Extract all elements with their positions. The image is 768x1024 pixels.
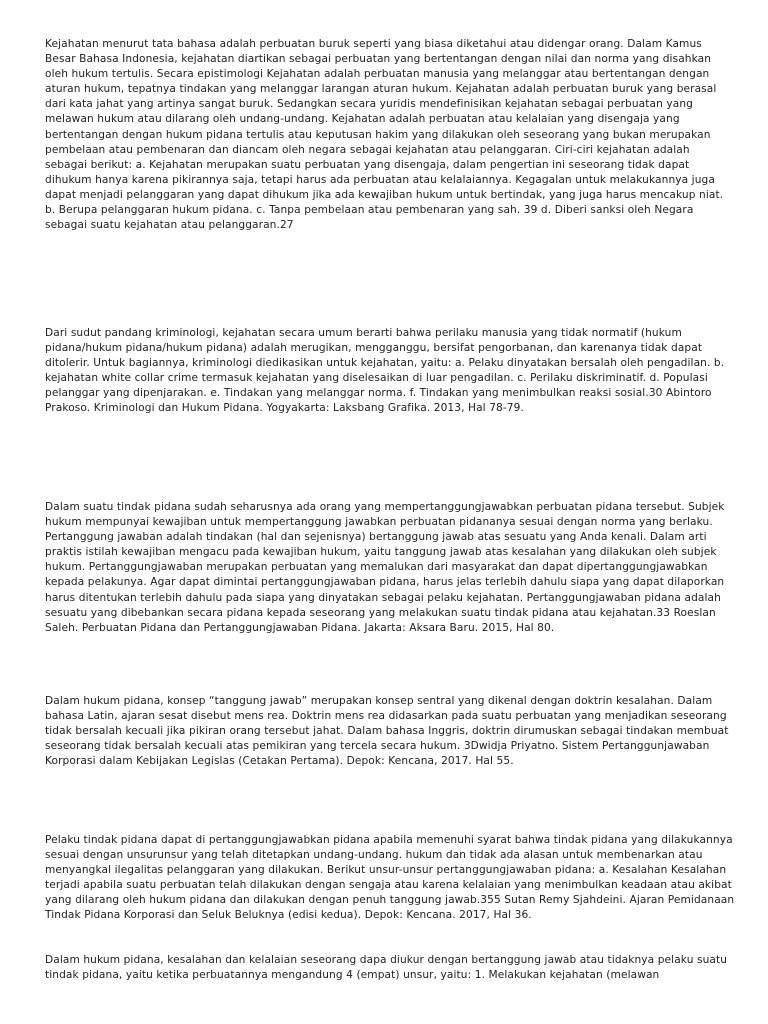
paragraph-mens-rea: Dalam hukum pidana, konsep “tanggung jawab” merupakan konsep sentral yang dikenal dengan doktrin kesalahan. Dalam bahasa Latin, ajaran sesat disebut mens rea. Doktrin mens rea didasarkan pada suatu perbuatan yang menjadikan seseorang tidak bersalah kecuali jika pikiran orang tersebut jahat. Dalam bahasa Inggris, doktrin dirumuskan sebagai tindakan membuat seseorang tidak bersalah kecuali atas pemikiran yang tercela secara hukum. 3Dwidja Priyatno. Sistem Pertanggunjawaban Korporasi dalam Kebijakan Legislas (Cetakan Pertama). Depok: Kencana, 2017. Hal 55. [45, 695, 729, 768]
paragraph-liability-elements: Pelaku tindak pidana dapat di pertanggungjawabkan pidana apabila memenuhi syarat bahwa tindak pidana yang dilakukannya sesuai dengan unsurunsur yang telah ditetapkan undang-undang. hukum dan tidak ada alasan untuk membenarkan atau menyangkal ilegalitas pelanggaran yang dilakukan. Berikut unsur-unsur pertanggungjawaban pidana: a. Kesalahan Kesalahan terjadi apabila suatu perbuatan telah dilakukan dengan sengaja atau karena kelalaian yang menimbulkan keadaan atau akibat yang dilarang oleh hukum pidana dan dilakukan dengan penuh tanggung jawab.355 Sutan Remy Sjahdeini. Ajaran Pemidanaan Tindak Pidana Korporasi dan Seluk Beluknya (edisi kedua). Depok: Kencana. 2017, Hal 36. [45, 834, 735, 922]
paragraph-criminal-liability: Dalam suatu tindak pidana sudah seharusnya ada orang yang mempertanggungjawabkan perbuatan pidana tersebut. Subjek hukum mempunyai kewajiban untuk mempertanggung jawabkan perbuatan pidananya sesuai dengan norma yang berlaku. Pertanggung jawaban adalah tindakan (hal dan sejenisnya) bertanggung jawab atas sesuatu yang Anda kenali. Dalam arti praktis istilah kewajiban mengacu pada kewajiban hukum, yaitu tanggung jawab atas kesalahan yang dilakukan oleh subjek hukum. Pertanggungjawaban merupakan perbuatan yang memalukan dari masyarakat dan dapat dipertanggungjawabkan kepada pelakunya. Agar dapat dimintai pertanggungjawaban pidana, harus jelas terlebih dahulu siapa yang dapat dilaporkan harus ditentukan terlebih dahulu pada siapa yang dinyatakan sebagai pelaku kejahatan. Pertanggungjawaban pidana adalah sesuatu yang dibebankan secara pidana kepada seseorang yang melakukan suatu tindak pidana atau kejahatan.33 Roeslan Saleh. Perbuatan Pidana dan Pertanggungjawaban Pidana. Jakarta: Aksara Baru. 2015, Hal 80. [45, 501, 725, 634]
paragraph-criminology-view: Dari sudut pandang kriminologi, kejahatan secara umum berarti bahwa perilaku manusia yang tidak normatif (hukum pidana/hukum pidana/hukum pidana) adalah merugikan, mengganggu, bersifat pengorbanan, dan karenanya tidak dapat ditolerir. Untuk bagiannya, kriminologi diedikasikan untuk kejahatan, yaitu: a. Pelaku dinyatakan bersalah oleh pengadilan. b. kejahatan white collar crime termasuk kejahatan yang diselesaikan di luar pengadilan. c. Perilaku diskriminatif. d. Populasi pelanggar yang dipenjarakan. e. Tindakan yang melanggar norma. f. Tindakan yang menimbulkan reaksi sosial.30 Abintoro Prakoso. Kriminologi dan Hukum Pidana. Yogyakarta: Laksbang Grafika. 2013, Hal 78-79. [45, 327, 725, 415]
paragraph-crime-definition: Kejahatan menurut tata bahasa adalah perbuatan buruk seperti yang biasa diketahui atau didengar orang. Dalam Kamus Besar Bahasa Indonesia, kejahatan diartikan sebagai perbuatan yang bertentangan dengan nilai dan norma yang disahkan oleh hukum tertulis. Secara epistimologi Kejahatan adalah perbuatan manusia yang melanggar atau bertentangan dengan aturan hukum, tepatnya tindakan yang melanggar larangan aturan hukum. Kejahatan adalah perbuatan buruk yang berasal dari kata jahat yang artinya sangat buruk. Sedangkan secara yuridis mendefinisikan kejahatan sebagai perbuatan yang melawan hukum atau dilarang oleh undang-undang. Kejahatan adalah perbuatan atau kelalaian yang disengaja yang bertentangan dengan hukum pidana tertulis atau keputusan hakim yang dilakukan oleh seseorang yang bukan merupakan pembelaan atau pembenaran dan diancam oleh negara sebagai kejahatan atau pelanggaran. Ciri-ciri kejahatan adalah sebagai berikut: a. Kejahatan merupakan suatu perbuatan yang disengaja, dalam pengertian ini seseorang tidak dapat dihukum hanya karena pikirannya saja, tetapi harus ada perbuatan atau kelalaiannya. Kegagalan untuk melakukannya juga dapat menjadi pelanggaran yang dapat dihukum jika ada kewajiban hukum untuk bertindak, yang juga harus mencakup niat. b. Berupa pelanggaran hukum pidana. c. Tanpa pembelaan atau pembenaran yang sah. 39 d. Diberi sanksi oleh Negara sebagai suatu kejahatan atau pelanggaran.27 [45, 38, 724, 232]
paragraph-fault-measurement: Dalam hukum pidana, kesalahan dan kelalaian seseorang dapa diukur dengan bertanggung jawab atau tidaknya pelaku suatu tindak pidana, yaitu ketika perbuatannya mengandung 4 (empat) unsur, yaitu: 1. Melakukan kejahatan (melawan [45, 954, 728, 982]
